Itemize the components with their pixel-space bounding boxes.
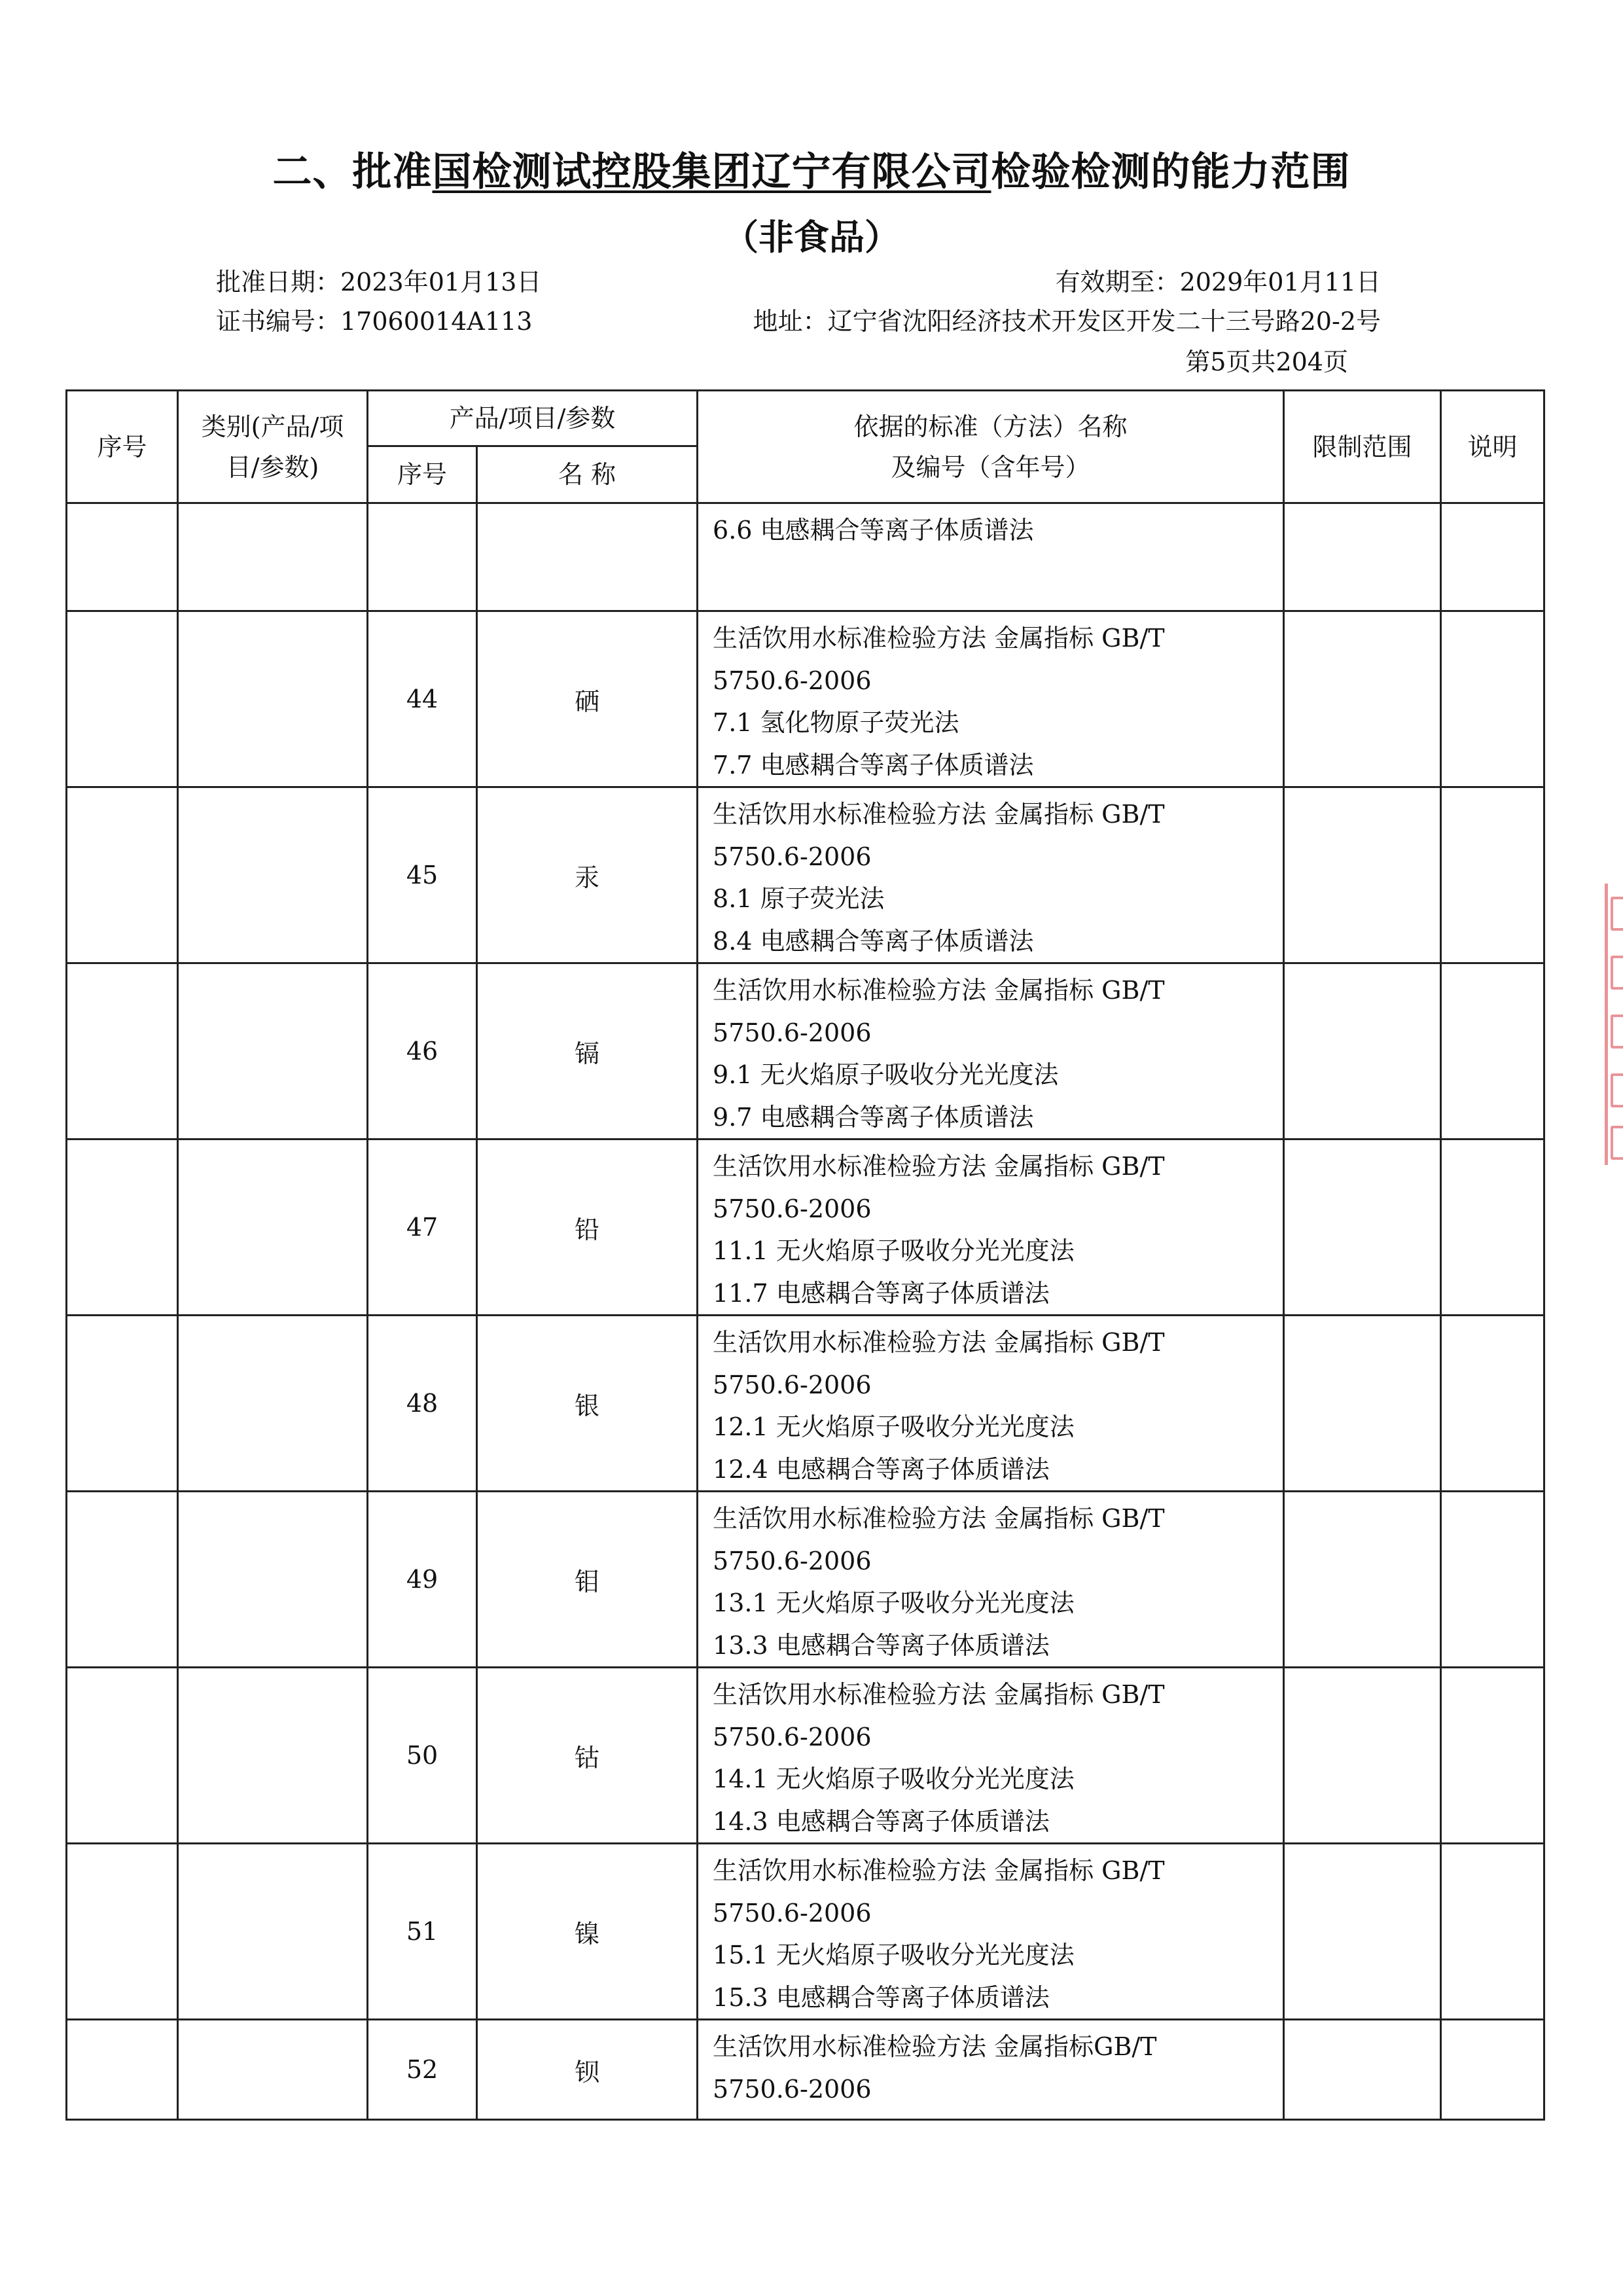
- standard-line: 15.3 电感耦合等离子体质谱法: [713, 1982, 1050, 2012]
- standard-line: 8.4 电感耦合等离子体质谱法: [713, 926, 1034, 956]
- header-note: 说明: [1441, 391, 1544, 503]
- standard-line: 生活饮用水标准检验方法 金属指标 GB/T: [713, 976, 1165, 1005]
- row-seq-cell: [67, 2020, 178, 2120]
- standard-line: 生活饮用水标准检验方法 金属指标 GB/T: [713, 624, 1165, 653]
- title-prefix: 二、批准: [272, 149, 433, 195]
- row-seq-cell: [67, 1492, 178, 1668]
- row-seq-cell: [67, 1668, 178, 1844]
- row-limit: [1284, 1844, 1441, 2020]
- standard-line: 生活饮用水标准检验方法 金属指标 GB/T: [713, 1856, 1165, 1885]
- standard-line: 13.1 无火焰原子吸收分光光度法: [713, 1588, 1075, 1617]
- row-note: [1441, 1139, 1544, 1316]
- table-row: [67, 611, 1544, 787]
- row-item-name: 硒: [477, 611, 698, 787]
- row-item-name: 铅: [477, 1139, 698, 1316]
- row-limit: [1284, 963, 1441, 1139]
- row-note: [1441, 503, 1544, 611]
- standard-line: 5750.6-2006: [713, 1370, 872, 1399]
- header-standard-line1: 依据的标准（方法）名称: [853, 412, 1128, 441]
- row-category-cell: [178, 2020, 368, 2120]
- title-suffix: 检验检测的能力范围: [991, 149, 1351, 195]
- standard-line: 14.1 无火焰原子吸收分光光度法: [713, 1765, 1075, 1793]
- table-row: [67, 963, 1544, 1139]
- table-row: [67, 2020, 1544, 2120]
- row-item-name: [477, 503, 698, 611]
- row-item-seq: 48: [368, 1316, 477, 1492]
- row-item-seq: 46: [368, 963, 477, 1139]
- document-title: [0, 141, 1623, 197]
- table-row: [67, 1668, 1544, 1844]
- page-number: 第5页共204页: [1185, 348, 1348, 376]
- row-item-seq: 45: [368, 787, 477, 963]
- row-note: [1441, 1844, 1544, 2020]
- table-row: [67, 503, 1544, 611]
- row-limit: [1284, 1668, 1441, 1844]
- standard-line: 生活饮用水标准检验方法 金属指标GB/T: [713, 2032, 1157, 2061]
- standard-line: 生活饮用水标准检验方法 金属指标 GB/T: [713, 1680, 1165, 1709]
- address: 地址：辽宁省沈阳经济技术开发区开发二十三号路20-2号: [753, 307, 1381, 336]
- row-seq-cell: [67, 611, 178, 787]
- row-note: [1441, 1492, 1544, 1668]
- standard-line: 7.1 氢化物原子荧光法: [713, 708, 959, 737]
- row-category-cell: [178, 1316, 368, 1492]
- standard-line: 5750.6-2006: [713, 2074, 872, 2104]
- row-limit: [1284, 503, 1441, 611]
- row-seq-cell: [67, 1844, 178, 2020]
- standard-line: 13.3 电感耦合等离子体质谱法: [713, 1630, 1050, 1660]
- table-row: [67, 1139, 1544, 1316]
- row-item-seq: 49: [368, 1492, 477, 1668]
- row-standard: [698, 611, 1284, 787]
- row-category-cell: [178, 963, 368, 1139]
- table-row: [67, 1492, 1544, 1668]
- row-note: [1441, 1668, 1544, 1844]
- row-item-seq: 52: [368, 2020, 477, 2120]
- standard-line: 15.1 无火焰原子吸收分光光度法: [713, 1941, 1075, 1969]
- header-standard-line2: 及编号（含年号）: [891, 452, 1090, 482]
- row-standard: [698, 2020, 1284, 2120]
- row-note: [1441, 2020, 1544, 2120]
- row-category-cell: [178, 1668, 368, 1844]
- row-category-cell: [178, 1139, 368, 1316]
- standard-line: 5750.6-2006: [713, 842, 872, 871]
- row-standard: [698, 503, 1284, 611]
- row-item-name: 银: [477, 1316, 698, 1492]
- row-note: [1441, 963, 1544, 1139]
- row-standard: [698, 1492, 1284, 1668]
- header-sub-seq: 序号: [368, 446, 477, 503]
- table-row: [67, 1316, 1544, 1492]
- standard-line: 12.1 无火焰原子吸收分光光度法: [713, 1412, 1075, 1441]
- approval-date: 批准日期：2023年01月13日: [216, 268, 542, 296]
- row-limit: [1284, 1316, 1441, 1492]
- row-item-name: 钼: [477, 1492, 698, 1668]
- row-limit: [1284, 2020, 1441, 2120]
- row-note: [1441, 1316, 1544, 1492]
- row-seq-cell: [67, 503, 178, 611]
- row-category-cell: [178, 503, 368, 611]
- standard-line: 5750.6-2006: [713, 1546, 872, 1575]
- document-subtitle: （非食品）: [723, 217, 900, 258]
- table-row: [67, 787, 1544, 963]
- row-limit: [1284, 1139, 1441, 1316]
- row-standard: [698, 1844, 1284, 2020]
- header-category: 类别(产品/项目/参数): [178, 391, 368, 503]
- standard-line: 11.1 无火焰原子吸收分光光度法: [713, 1236, 1075, 1265]
- row-item-seq: 44: [368, 611, 477, 787]
- standard-line: 6.6 电感耦合等离子体质谱法: [713, 516, 1034, 545]
- standard-line: 8.1 原子荧光法: [713, 884, 885, 913]
- row-seq-cell: [67, 787, 178, 963]
- row-limit: [1284, 787, 1441, 963]
- standard-line: 9.7 电感耦合等离子体质谱法: [713, 1102, 1034, 1132]
- standard-line: 11.7 电感耦合等离子体质谱法: [713, 1278, 1050, 1308]
- row-category-cell: [178, 611, 368, 787]
- standard-line: 5750.6-2006: [713, 1722, 872, 1751]
- header-product-group: 产品/项目/参数: [368, 391, 698, 446]
- row-category-cell: [178, 1492, 368, 1668]
- seal-stamp-edge: [1605, 884, 1623, 1165]
- standard-line: 生活饮用水标准检验方法 金属指标 GB/T: [713, 1152, 1165, 1181]
- row-item-seq: 51: [368, 1844, 477, 2020]
- header-seq: 序号: [67, 391, 178, 503]
- row-item-name: 镍: [477, 1844, 698, 2020]
- row-item-seq: 50: [368, 1668, 477, 1844]
- row-seq-cell: [67, 1316, 178, 1492]
- row-standard: [698, 787, 1284, 963]
- row-limit: [1284, 1492, 1441, 1668]
- row-standard: [698, 963, 1284, 1139]
- row-limit: [1284, 611, 1441, 787]
- table-row: [67, 1844, 1544, 2020]
- certificate-number: 证书编号：17060014A113: [216, 307, 533, 336]
- standard-line: 5750.6-2006: [713, 1018, 872, 1047]
- row-item-name: 镉: [477, 963, 698, 1139]
- valid-until: 有效期至：2029年01月11日: [1055, 268, 1381, 296]
- row-item-seq: 47: [368, 1139, 477, 1316]
- standard-line: 12.4 电感耦合等离子体质谱法: [713, 1454, 1050, 1484]
- row-item-seq: [368, 503, 477, 611]
- row-item-name: 汞: [477, 787, 698, 963]
- header-standard: [698, 391, 1284, 503]
- row-standard: [698, 1139, 1284, 1316]
- row-note: [1441, 787, 1544, 963]
- title-organization: 国检测试控股集团辽宁有限公司: [432, 149, 991, 195]
- standard-line: 生活饮用水标准检验方法 金属指标 GB/T: [713, 1328, 1165, 1357]
- row-category-cell: [178, 787, 368, 963]
- row-seq-cell: [67, 963, 178, 1139]
- header-sub-name: 名 称: [477, 446, 698, 503]
- standard-line: 7.7 电感耦合等离子体质谱法: [713, 750, 1034, 780]
- standard-line: 5750.6-2006: [713, 1898, 872, 1928]
- row-category-cell: [178, 1844, 368, 2020]
- row-item-name: 钡: [477, 2020, 698, 2120]
- standard-line: 生活饮用水标准检验方法 金属指标 GB/T: [713, 800, 1165, 829]
- standard-line: 5750.6-2006: [713, 666, 872, 695]
- row-item-name: 钴: [477, 1668, 698, 1844]
- row-standard: [698, 1316, 1284, 1492]
- standard-line: 14.3 电感耦合等离子体质谱法: [713, 1806, 1050, 1836]
- standard-line: 5750.6-2006: [713, 1194, 872, 1223]
- standard-line: 9.1 无火焰原子吸收分光光度法: [713, 1060, 1059, 1089]
- header-limit: 限制范围: [1284, 391, 1441, 503]
- row-seq-cell: [67, 1139, 178, 1316]
- row-standard: [698, 1668, 1284, 1844]
- row-note: [1441, 611, 1544, 787]
- standard-line: 生活饮用水标准检验方法 金属指标 GB/T: [713, 1504, 1165, 1533]
- capability-table: [65, 389, 1545, 2121]
